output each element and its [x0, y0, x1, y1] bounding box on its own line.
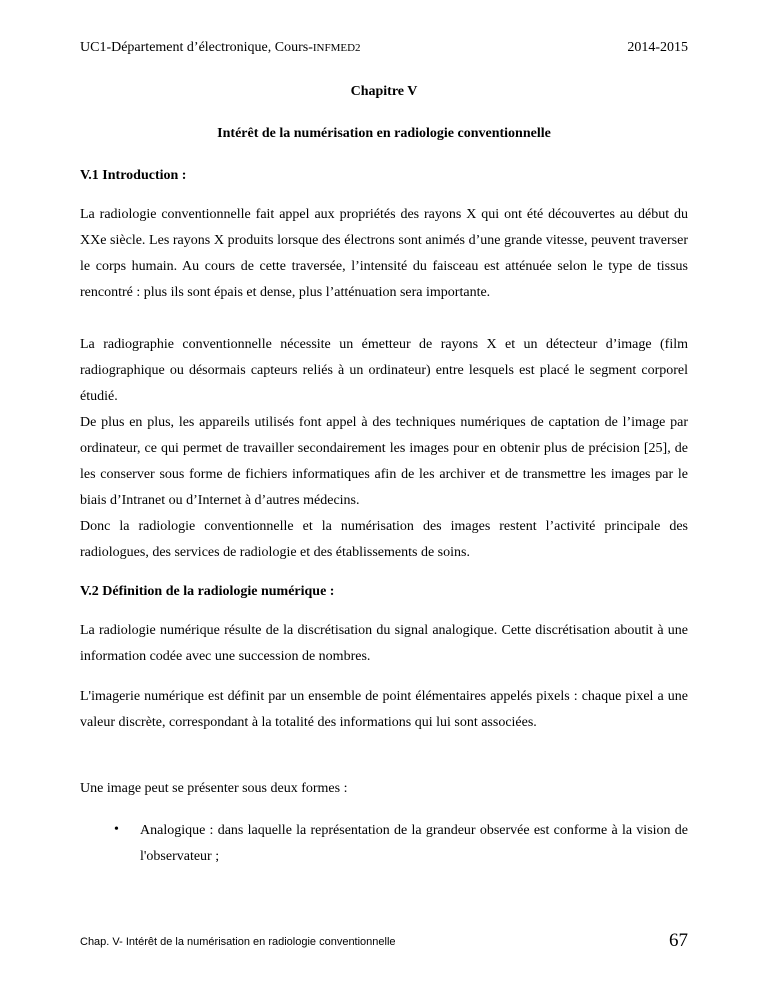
paragraph-definition-1: La radiologie numérique résulte de la discrétisation du signal analogique. Cette discrétisation aboutit à une information codée avec une succession de nombres. — [80, 623, 688, 664]
bullet-icon: • — [114, 822, 119, 837]
chapter-title: Intérêt de la numérisation en radiologie conventionnelle — [217, 126, 551, 141]
section-heading-introduction: V.1 Introduction : — [80, 168, 187, 183]
header-course-label: UC1-Département d’électronique, Cours- — [80, 40, 313, 55]
running-header-course — [80, 40, 361, 56]
paragraph-intro-3: De plus en plus, les appareils utilisés font appel à des techniques numériques de captation de l’image par ordinateur, ce qui permet de travailler secondairement les images pour en obtenir plus de précision [25], de les conserver sous forme de fichiers informatiques afin de les archiver et de transmettre les images par le biais d’Intranet ou d’Internet à d’autres médecins. — [80, 415, 688, 508]
section-heading-definition: V.2 Définition de la radiologie numérique : — [80, 584, 335, 599]
paragraph-intro-1: La radiologie conventionnelle fait appel aux propriétés des rayons X qui ont été découvertes au début du XXe siècle. Les rayons X produits lorsque des électrons sont animés d’une grande vitesse, peuvent traverser le corps humain. Au cours de cette traversée, l’intensité du faisceau est atténuée selon le type de tissus rencontré : plus ils sont épais et dense, plus l’atténuation sera importante. — [80, 207, 688, 300]
paragraph-definition-2: L'imagerie numérique est définit par un ensemble de point élémentaires appelés pixels : chaque pixel a une valeur discrète, correspondant à la totalité des informations qui lui sont associées. — [80, 689, 688, 730]
paragraph-intro-4: Donc la radiologie conventionnelle et la numérisation des images restent l’activité principale des radiologues, des services de radiologie et des établissements de soins. — [80, 519, 688, 560]
page-number: 67 — [669, 930, 688, 951]
paragraph-definition-3: Une image peut se présenter sous deux formes : — [80, 781, 348, 796]
footer-chapter-title: Chap. V- Intérêt de la numérisation en radiologie conventionnelle — [80, 936, 396, 948]
running-header-year: 2014-2015 — [627, 40, 688, 55]
bullet-analogique: Analogique : dans laquelle la représentation de la grandeur observée est conforme à la vision de l'observateur ; — [140, 823, 688, 864]
header-course-code: INFMED2 — [312, 42, 361, 54]
paragraph-intro-2: La radiographie conventionnelle nécessite un émetteur de rayons X et un détecteur d’image (film radiographique ou désormais capteurs reliés à un ordinateur) entre lesquels est placé le segment corporel étudié. — [80, 337, 688, 404]
chapter-label: Chapitre V — [350, 84, 418, 99]
